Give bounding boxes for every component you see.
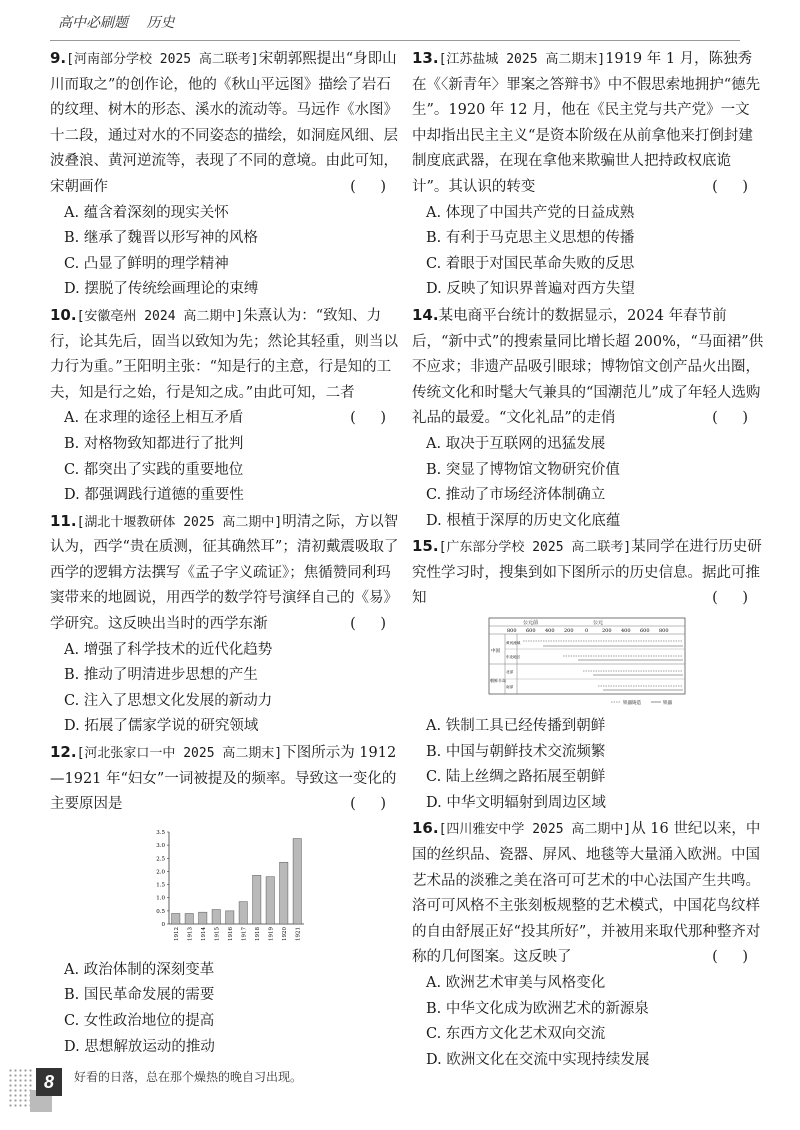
question-number: 15. [412,537,439,556]
answer-blank[interactable]: ( ) [712,949,758,966]
x-tick-label: 1915 [214,926,221,941]
option-b[interactable]: B. 突显了博物馆文物研究价值 [426,461,620,478]
option-a[interactable]: A. 增强了科学技术的近代化趋势 [64,641,273,658]
option-c[interactable]: C. 凸显了鲜明的理学精神 [64,255,229,272]
question-12 [50,740,402,1060]
x-tick-label: 1919 [268,926,275,941]
option-a[interactable]: A. 欧洲艺术审美与风格变化 [426,975,606,991]
right-column [412,46,764,1073]
answer-blank[interactable]: ( ) [712,178,758,195]
question-number: 14. [412,305,439,324]
y-tick-label: 2.5 [156,856,165,863]
option-a[interactable]: A. 铁制工具已经传播到朝鲜 [426,718,606,735]
tick: 0 [585,628,589,635]
question-number: 11. [50,511,77,530]
question-number: 9. [50,49,67,67]
question-13 [412,46,764,303]
running-header [58,12,188,32]
option-a[interactable]: A. 蕴含着深刻的现实关怀 [64,204,229,221]
question-stem [412,534,764,612]
x-tick-label: 1920 [281,926,288,941]
bar-1919 [266,876,274,923]
question-16 [412,816,764,1073]
question-source: [河南部分学校 2025 高二联考] [66,52,259,67]
y-tick-label: 1.0 [156,895,165,902]
answer-blank[interactable]: ( ) [712,410,758,427]
answer-blank[interactable]: ( ) [350,616,396,633]
question-11 [50,509,402,740]
option-d[interactable]: D. 根植于深厚的历史文化底蕴 [426,512,621,529]
option-c[interactable]: C. 东西方文化艺术双向交流 [426,1026,606,1043]
bar-1912 [172,913,180,924]
question-9 [50,46,402,303]
footer-motto: 好看的日落，总在那个燥热的晚自习出现。 [74,1070,303,1084]
option-b[interactable]: B. 中华文化成为欧洲艺术的新源泉 [426,1000,649,1017]
x-tick-label: 1912 [173,926,180,941]
option-b[interactable]: B. 推动了明清进步思想的产生 [64,667,258,684]
question-number: 16. [412,819,439,838]
option-d[interactable]: D. 中华文明辐射到周边区域 [426,794,606,811]
question-stem [412,816,764,971]
question-stem [412,303,764,432]
question-source: [江苏盐城 2025 高二期末] [438,52,606,67]
question-10 [50,303,402,509]
question-source: [安徽亳州 2024 高二期中] [76,308,244,324]
option-b[interactable]: B. 国民革命发展的需要 [64,987,215,1004]
tick: 400 [621,628,631,635]
axis-label-ad: 公元 [593,620,604,627]
tick: 200 [602,628,612,635]
option-d[interactable]: D. 思想解放运动的推动 [64,1038,215,1055]
timeline-figure [483,616,693,708]
bar-1920 [280,862,288,924]
x-tick-label: 1918 [254,926,261,941]
x-tick-label: 1916 [227,926,234,941]
row-label: 东北地区 [506,655,521,660]
legend-iron: 铁器 [663,701,672,707]
bar-1921 [293,838,301,923]
question-stem [50,509,402,638]
y-tick-label: 0 [161,921,165,928]
tick: 400 [545,628,555,635]
tick: 200 [564,628,574,635]
question-text: 下图所示为 1912—1921 年“妇女”一词被提及的频率。导致这一变化的主要原因是 [50,745,397,813]
option-c[interactable]: C. 都突出了实践的重要地位 [64,461,244,478]
question-15 [412,534,764,816]
answer-blank[interactable]: ( ) [350,796,396,813]
row-group-china: 中国 [491,649,500,655]
frequency-bar-chart [141,822,311,952]
question-text: 某同学在进行历史研究性学习时，搜集到如下图所示的历史信息。据此可推知 [412,539,762,607]
question-source: [四川雅安中学 2025 高二期中] [438,822,632,838]
bar-1918 [253,875,261,924]
option-a[interactable]: A. 取决于互联网的迅猛发展 [426,435,606,452]
question-source: [河北张家口一中 2025 高二期末] [76,746,283,762]
option-c[interactable]: C. 注入了思想文化发展的新动力 [64,692,273,709]
y-tick-label: 3.0 [156,842,165,849]
option-d[interactable]: D. 摆脱了传统绘画理论的束缚 [64,281,259,298]
option-c[interactable]: C. 陆上丝绸之路拓展至朝鲜 [426,769,606,786]
page-number: 8 [36,1068,62,1096]
row-label: 黄河流域 [506,641,521,646]
bar-1914 [199,912,207,924]
option-d[interactable]: D. 反映了知识界普遍对西方失望 [426,281,635,298]
question-source: [广东部分学校 2025 高二联考] [438,540,632,556]
axis-label-bc: 公元前 [523,620,539,627]
x-tick-label: 1914 [200,926,207,941]
bar-1916 [226,911,234,924]
option-b[interactable]: B. 对格物致知都进行了批判 [64,435,244,452]
question-source: [湖北十堰教研体 2025 高二期中] [76,514,283,530]
option-d[interactable]: D. 拓展了儒家学说的研究领域 [64,718,259,735]
row-group-korea: 朝鲜半岛 [490,678,506,684]
question-stem [50,740,402,818]
option-a[interactable]: A. 体现了中国共产党的日益成熟 [426,204,635,221]
book-title: 高中必刷题 [58,15,128,31]
answer-blank[interactable]: ( ) [712,590,758,607]
y-tick-label: 1.5 [156,882,165,889]
legend-cast: 铁器铸造 [623,701,641,707]
option-c[interactable]: C. 女性政治地位的提高 [64,1013,215,1029]
y-tick-label: 0.5 [156,908,165,915]
question-text: 朱熹认为：“致知、力行，论其先后，固当以致知为先；然论其轻重，则当以力行为重。”王阳明主张：“知是行的主意，行是知的工夫，知是行之始，行是知之成。”由此可知，二者 [50,307,398,401]
question-stem [50,46,402,201]
timeline-ticks [507,628,669,634]
bar-1915 [212,909,220,923]
tick: 600 [640,628,650,635]
option-b[interactable]: B. 中国与朝鲜技术交流频繁 [426,743,606,760]
option-c[interactable]: C. 推动了市场经济体制确立 [426,487,606,504]
option-b[interactable]: B. 继承了魏晋以形写神的风格 [64,230,258,247]
question-14 [412,303,764,534]
answer-blank[interactable]: ( ) [350,410,396,427]
question-stem [412,46,764,201]
tick: 800 [659,628,669,635]
x-tick-label: 1913 [187,926,194,941]
y-tick-label: 2.0 [156,869,165,876]
x-tick-label: 1921 [295,926,302,941]
question-text: 1919 年 1 月，陈独秀在《〈新青年〉罪案之答辩书》中不假思索地拥护“德先生”。1920 年 12 月，他在《民主党与共产党》一文中却指出民主主义“是资本阶级在从前拿他来打倒封建制度底武器，在现在拿他来欺骗世人把持政权底诡计”。其认识的转变 [412,51,761,195]
left-column [50,46,402,1060]
option-d[interactable]: D. 欧洲文化在交流中实现持续发展 [426,1051,650,1068]
question-number: 10. [50,305,77,324]
answer-blank[interactable]: ( ) [350,178,396,195]
option-a[interactable]: A. 政治体制的深刻变革 [64,961,215,978]
question-number: 13. [412,49,439,67]
question-text: 从 16 世纪以来，中国的丝织品、瓷器、屏风、地毯等大量涌入欧洲。中国艺术品的淡雅之美在洛可可艺术的中心法国产生共鸣。洛可可风格不主张刻板规整的艺术模式，中国花鸟纹样的自由舒展正好“投其所好”，并被用来取代那种整齐对称的几何图案。这反映了 [412,821,761,966]
row-label: 南部 [506,685,514,690]
option-c[interactable]: C. 着眼于对国民革命失败的反思 [426,255,635,272]
bar-1913 [185,913,193,924]
question-number: 12. [50,743,77,762]
tick: 800 [507,628,517,635]
row-label: 北部 [506,670,514,675]
option-b[interactable]: B. 有利于马克思主义思想的传播 [426,230,635,247]
header-divider [50,40,740,41]
option-d[interactable]: D. 都强调践行道德的重要性 [64,487,244,504]
subject-title: 历史 [146,15,175,31]
question-text: 某电商平台统计的数据显示，2024 年春节前后，“新中式”的搜索量同比增长超 200%，“马面裙”供不应求；非遗产品吸引眼球；博物馆文创产品火出圈，传统文化和时髦大气兼具的“国潮范儿”成了年轻人选购礼品的最爱。“文化礼品”的走俏 [412,307,764,427]
footer-dot-pattern [8,1068,32,1108]
bar-1917 [239,901,247,923]
question-text: 宋朝郭熙提出“身即山川而取之”的创作论，他的《秋山平远图》描绘了岩石的纹理、树木的形态、溪水的流动等。马远作《水图》十二段，通过对水的不同姿态的描绘，如洞庭风细、层波叠浪、黄河逆流等，表现了不同的意境。由此可知，宋朝画作 [50,51,398,195]
x-tick-label: 1917 [241,926,248,941]
option-a[interactable]: A. 在求理的途径上相互矛盾 [64,410,244,427]
question-text: 明清之际，方以智认为，西学“贵在质测，征其确然耳”；清初戴震吸取了西学的逻辑方法撰写《孟子字义疏证》；焦循赞同利玛窦带来的地圆说，用西学的数学符号演绎自己的《易》学研究。这反映出当时的西学东渐 [50,513,399,633]
y-tick-label: 3.5 [156,829,165,836]
tick: 600 [526,628,536,635]
